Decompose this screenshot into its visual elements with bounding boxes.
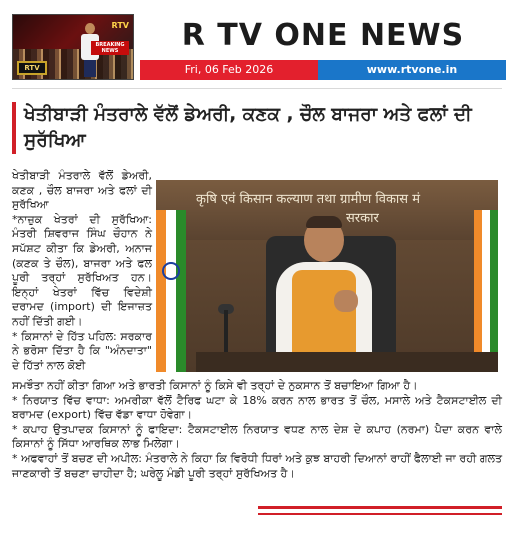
desk-shape: [196, 352, 498, 372]
microphone-stand: [224, 310, 228, 354]
site-title: R TV ONE NEWS: [181, 18, 465, 53]
photo-banner-text: [196, 190, 496, 230]
logo-badge: RTV: [17, 61, 47, 75]
flag-left-icon: [156, 210, 186, 372]
site-url-link[interactable]: www.rtvone.in: [318, 60, 506, 80]
article-paragraph: ਖੇਤੀਬਾੜੀ ਮੰਤਰਾਲੇ ਵੱਲੋਂ ਡੇਅਰੀ, ਕਣਕ , ਚੌਲ ਬਾਜਰਾ ਅਤੇ ਫਲਾਂ ਦੀ ਸੁਰੱਖਿਆ: [12, 169, 152, 212]
article-full-width: [12, 379, 502, 481]
logo-brand-mark: RTV: [111, 21, 129, 30]
article-paragraph: ਸਮਝੌਤਾ ਨਹੀਂ ਕੀਤਾ ਗਿਆ ਅਤੇ ਭਾਰਤੀ ਕਿਸਾਨਾਂ ਨੂੰ ਕਿਸੇ ਵੀ ਤਰ੍ਹਾਂ ਦੇ ਨੁਕਸਾਨ ਤੋਂ ਬਚਾਇਆ ਗਿਆ ਹੈ।: [12, 379, 418, 392]
ashoka-chakra-icon: [162, 262, 180, 280]
person-hand: [334, 290, 358, 312]
headline-accent-bar: [12, 102, 16, 154]
footer-rule: [258, 513, 502, 515]
publish-date: Fri, 06 Feb 2026: [140, 60, 318, 80]
article-paragraph: * ਅਫਵਾਹਾਂ ਤੋਂ ਬਚਣ ਦੀ ਅਪੀਲ: ਮੰਤਰਾਲੇ ਨੇ ਕਿਹਾ ਕਿ ਵਿਰੋਧੀ ਧਿਰਾਂ ਅਤੇ ਕੁਝ ਬਾਹਰੀ ਦਿਆਨਾਂ ਰਾਹੀਂ ਫੈਲਾਈ ਜਾ ਰਹੀ ਗਲਤ ਜਾਣਕਾਰੀ ਤੋਂ ਬਚਣਾ ਚਾਹੀਦਾ ਹੈ; ਘਰੇਲੂ ਮੰਡੀ ਪੂਰੀ ਤਰ੍ਹਾਂ ਸੁਰੱਖਿਅਤ ਹੈ।: [12, 451, 502, 480]
person-hair: [306, 216, 342, 228]
logo-breaking-badge: BREAKING NEWS: [91, 41, 129, 55]
footer-rule: [258, 506, 502, 509]
article-headline: ਖੇਤੀਬਾੜੀ ਮੰਤਰਾਲੇ ਵੱਲੋਂ ਡੇਅਰੀ, ਕਣਕ , ਚੌਲ ਬਾਜਰਾ ਅਤੇ ਫਲਾਂ ਦੀ ਸੁਰੱਖਿਆ: [24, 104, 472, 151]
channel-logo: [12, 14, 134, 80]
flag-right-icon: [474, 210, 498, 360]
article-paragraph: * ਨਿਰਯਾਤ ਵਿੱਚ ਵਾਧਾ: ਅਮਰੀਕਾ ਵੱਲੋਂ ਟੈਰਿਫ ਘਟਾ ਕੇ 18% ਕਰਨ ਨਾਲ ਭਾਰਤ ਤੋਂ ਚੌਲ, ਮਸਾਲੇ ਅਤੇ ਟੈਕਸਟਾਈਲ ਦੀ ਬਰਾਮਦ (export) ਵਿੱਚ ਵੱਡਾ ਵਾਧਾ ਹੋਵੇਗਾ।: [12, 393, 502, 422]
article-paragraph: * ਕਪਾਹ ਉਤਪਾਦਕ ਕਿਸਾਨਾਂ ਨੂੰ ਫਾਇਦਾ: ਟੈਕਸਟਾਈਲ ਨਿਰਯਾਤ ਵਧਣ ਨਾਲ ਦੇਸ਼ ਦੇ ਕਪਾਹ (ਨਰਮਾ) ਪੈਦਾ ਕਰਨ ਵਾਲੇ ਕਿਸਾਨਾਂ ਨੂੰ ਸਿੱਧਾ ਆਰਥਿਕ ਲਾਭ ਮਿਲੇਗਾ।: [12, 422, 502, 451]
article-photo: [156, 180, 498, 372]
info-bar: [140, 60, 506, 80]
header-divider: [12, 88, 502, 89]
article-paragraph: * ਕਿਸਾਨਾਂ ਦੇ ਹਿੱਤ ਪਹਿਲ: ਸਰਕਾਰ ਨੇ ਭਰੋਸਾ ਦਿੱਤਾ ਹੈ ਕਿ "ਅੰਨਦਾਤਾ" ਦੇ ਹਿੱਤਾਂ ਨਾਲ ਕੋਈ: [12, 329, 152, 372]
article-left-column: [12, 169, 152, 373]
article-paragraph: *ਨਾਜ਼ੁਕ ਖੇਤਰਾਂ ਦੀ ਸੁਰੱਖਿਆ: ਮੰਤਰੀ ਸ਼ਿਵਰਾਜ ਸਿੰਘ ਚੌਹਾਨ ਨੇ ਸਪੱਸ਼ਟ ਕੀਤਾ ਕਿ ਡੇਅਰੀ, ਅਨਾਜ (ਕਣਕ ਤੇ ਚੌਲ), ਬਾਜਰਾ ਅਤੇ ਫਲ ਪੂਰੀ ਤਰ੍ਹਾਂ ਸੁਰੱਖਿਅਤ ਹਨ। ਇਨ੍ਹਾਂ ਖੇਤਰਾਂ ਵਿੱਚ ਵਿਦੇਸ਼ੀ ਦਰਾਮਦ (import) ਦੀ ਇਜਾਜ਼ਤ ਨਹੀਂ ਦਿੱਤੀ ਗਈ।: [12, 212, 152, 328]
photo-banner-line: सरकार: [346, 211, 379, 226]
photo-banner-line: कृषि एवं किसान कल्याण तथा ग्रामीण विकास मं: [196, 192, 420, 207]
